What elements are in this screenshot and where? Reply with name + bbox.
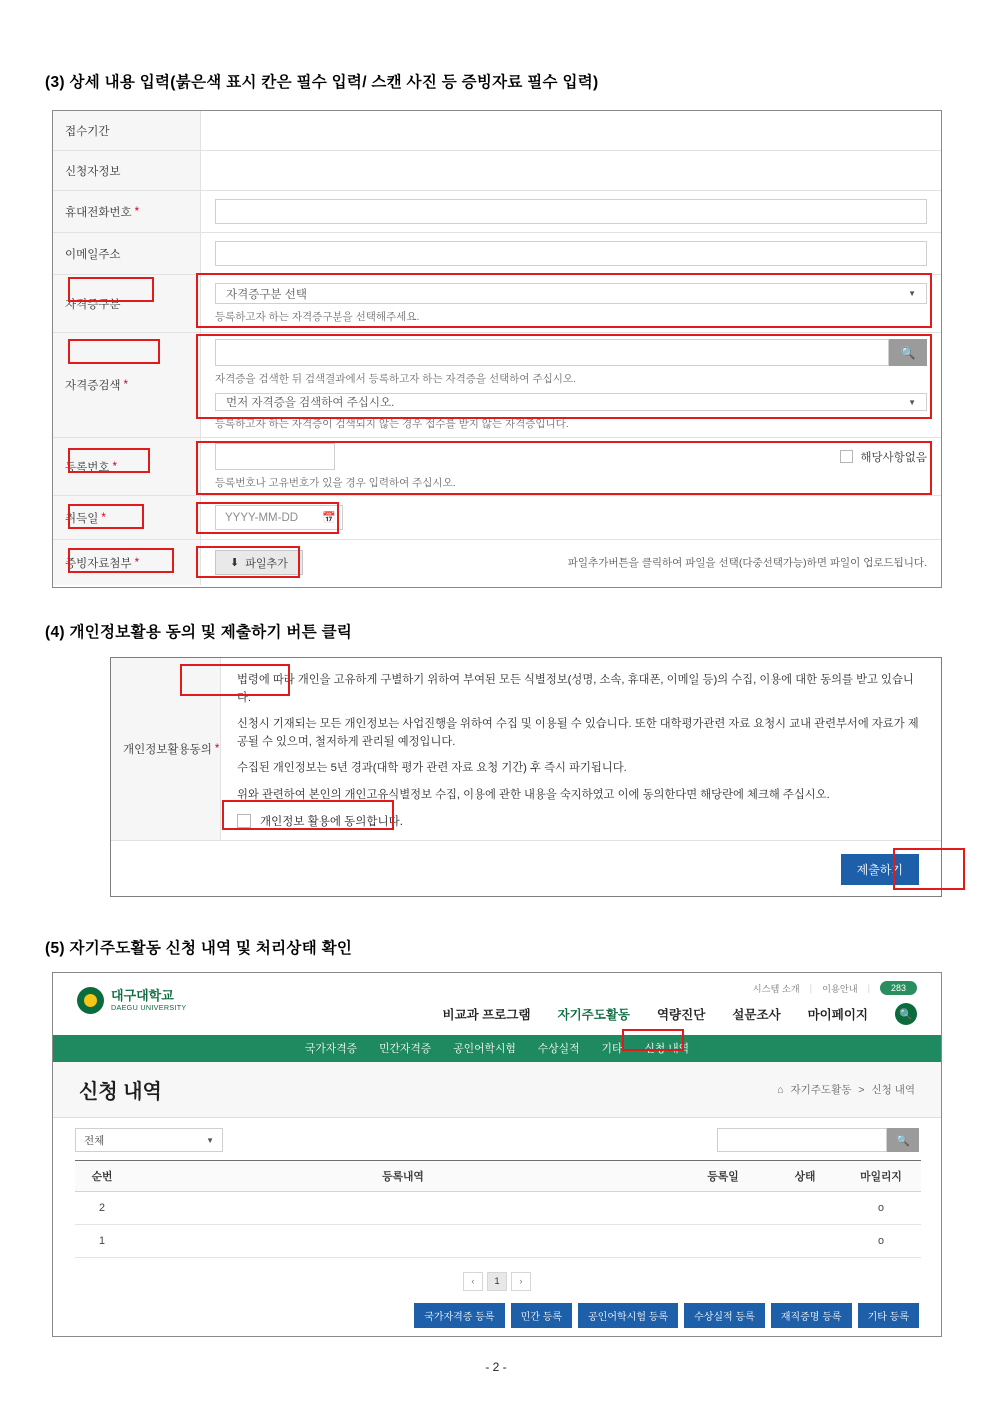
required-mark: *: [134, 556, 140, 569]
mobile-input[interactable]: [215, 199, 927, 224]
form-row-reg-number: [53, 438, 941, 496]
col-status: 상태: [769, 1161, 841, 1192]
cell-seq: 2: [75, 1192, 129, 1225]
util-divider: |: [809, 983, 813, 993]
attachment-note: 파일추가버튼을 클릭하여 파일을 선택(다중선택가능)하면 파일이 업로드됩니다.: [567, 557, 927, 569]
subnav-item-private-cert[interactable]: 민간자격증: [379, 1043, 432, 1055]
col-content: 등록내역: [129, 1161, 677, 1192]
agreement-paragraph: 위와 관련하여 본인의 개인고유식별정보 수집, 이용에 관한 내용을 숙지하였고 이에 동의한다면 해당란에 체크해 주십시오.: [237, 788, 830, 801]
field-mobile: [201, 191, 941, 232]
register-etc-button[interactable]: 기타 등록: [858, 1303, 919, 1328]
col-date: 등록일: [677, 1161, 769, 1192]
col-mileage: 마일리지: [841, 1161, 921, 1192]
label-attachment: 증빙자료첨부 *: [53, 540, 201, 585]
field-acquire-date: [201, 496, 941, 539]
page-header: [53, 1062, 941, 1118]
cell-date: [677, 1192, 769, 1225]
pagination: [53, 1272, 941, 1291]
cert-search-input[interactable]: [215, 339, 889, 366]
field-cert-type: [201, 275, 941, 332]
cert-type-select[interactable]: [215, 283, 927, 304]
table-header-row: [75, 1161, 921, 1192]
cert-result-select[interactable]: [215, 393, 927, 411]
register-award-button[interactable]: 수상실적 등록: [684, 1303, 765, 1328]
util-badge-count[interactable]: 283: [880, 981, 917, 995]
label-receipt-period: 접수기간: [53, 111, 201, 150]
subnav-item-language-test[interactable]: 공인어학시험: [453, 1043, 516, 1055]
required-mark: *: [101, 511, 106, 524]
subnav-item-application-list[interactable]: 신청 내역: [644, 1043, 690, 1055]
not-applicable-checkbox[interactable]: [840, 450, 853, 463]
agreement-paragraph: 법령에 따라 개인을 고유하게 구별하기 위하여 부여된 모든 식별정보(성명, 소속, 휴대폰, 이메일 등)의 수집, 이용에 대한 동의를 받고 있습니다.: [237, 674, 914, 704]
subnav-item-etc[interactable]: 기타: [601, 1043, 623, 1055]
register-private-cert-button[interactable]: 민간 등록: [511, 1303, 572, 1328]
form-row-receipt-period: [53, 111, 941, 151]
agreement-paragraph: 신청시 기재되는 모든 개인정보는 사업진행을 위하여 수집 및 이용될 수 있습니다. 또한 대학평가관련 자료 요청시 교내 관련부서에 자료가 제공될 수 있으며, 철저하게 관리될 예정입니다.: [237, 718, 919, 748]
agreement-paragraph: 수집된 개인정보는 5년 경과(대학 평가 관련 자료 요청 기간) 후 즉시 파기됩니다.: [237, 762, 627, 774]
page-number: - 2 -: [485, 1360, 507, 1374]
form-row-attachment: [53, 540, 941, 585]
page-title: 신청 내역: [79, 1081, 162, 1103]
form-row-cert-type: [53, 275, 941, 333]
col-seq: 순번: [75, 1161, 129, 1192]
search-icon[interactable]: 🔍: [887, 1128, 919, 1152]
cell-seq: 1: [75, 1225, 129, 1258]
application-form-panel: [52, 110, 942, 588]
privacy-agreement-panel: [110, 657, 942, 897]
label-acquire-date: 취득일 *: [53, 496, 201, 539]
acquire-date-input[interactable]: [215, 505, 343, 530]
main-nav: [443, 1003, 917, 1025]
label-privacy-agreement: 개인정보활용동의 *: [111, 658, 221, 840]
pagination-prev[interactable]: ‹: [463, 1272, 483, 1291]
label-cert-search: 자격증검색 *: [53, 333, 201, 437]
cell-date: [677, 1225, 769, 1258]
nav-item-mypage[interactable]: 마이페이지: [807, 1008, 868, 1022]
category-filter-value: 전체: [84, 1134, 105, 1147]
submit-button[interactable]: 제출하기: [841, 854, 919, 885]
logo-text-korean: 대구대학교: [111, 988, 174, 1004]
not-applicable-wrap[interactable]: [840, 449, 927, 465]
register-language-test-button[interactable]: 공인어학시험 등록: [578, 1303, 678, 1328]
search-icon[interactable]: 🔍: [889, 339, 927, 366]
cert-type-selected-value: 자격증구분 선택: [226, 288, 307, 301]
list-search: [717, 1128, 919, 1152]
not-applicable-label: 해당사항없음: [860, 451, 927, 464]
logo[interactable]: [77, 987, 187, 1014]
label-email: 이메일주소: [53, 233, 201, 274]
breadcrumb-item-2: 신청 내역: [871, 1084, 915, 1096]
agreement-row: [111, 658, 941, 841]
field-reg-number: [201, 438, 941, 495]
cert-search-hint: 자격증을 검색한 뒤 검색결과에서 등록하고자 하는 자격증을 선택하여 주십시오.: [215, 373, 576, 385]
chevron-down-icon: ▼: [206, 1135, 214, 1145]
chevron-down-icon: ▼: [908, 289, 916, 298]
breadcrumb-item-1[interactable]: 자기주도활동: [790, 1084, 852, 1096]
sub-nav: [53, 1035, 941, 1062]
cert-result-hint: 등록하고자 하는 자격증이 검색되지 않는 경우 접수를 받지 않는 자격증입니다.: [215, 418, 569, 430]
chevron-down-icon: ▼: [908, 397, 916, 407]
form-row-mobile: [53, 191, 941, 233]
agreement-checkbox[interactable]: [237, 814, 251, 828]
utility-nav: [753, 981, 917, 995]
breadcrumb: [777, 1082, 915, 1097]
table-row[interactable]: [75, 1225, 921, 1258]
upload-icon: ⬇: [230, 557, 240, 569]
agreement-text-body: [221, 658, 941, 840]
label-mobile: 휴대전화번호 *: [53, 191, 201, 232]
list-search-input[interactable]: [717, 1128, 887, 1152]
section-4-heading: (4) 개인정보활용 동의 및 제출하기 버튼 클릭: [45, 624, 353, 641]
nav-item-competency[interactable]: 역량진단: [656, 1008, 706, 1022]
nav-item-survey[interactable]: 설문조사: [732, 1008, 781, 1022]
home-icon[interactable]: ⌂: [777, 1083, 784, 1096]
calendar-icon[interactable]: 📅: [322, 512, 336, 524]
label-reg-number: 등록번호 *: [53, 438, 201, 495]
util-link-guide[interactable]: 이용안내: [822, 984, 858, 994]
logo-text-english: DAEGU UNIVERSITY: [111, 1002, 187, 1012]
field-cert-search: [201, 333, 941, 437]
category-filter-select[interactable]: [75, 1128, 223, 1152]
application-list-table: [75, 1160, 921, 1258]
required-mark: *: [112, 460, 117, 473]
search-icon[interactable]: 🔍: [895, 1003, 917, 1025]
cell-status: [769, 1225, 841, 1258]
portal-screenshot-panel: [52, 972, 942, 1337]
nav-item-program[interactable]: 비교과 프로그램: [442, 1008, 531, 1022]
university-emblem-icon: [77, 987, 104, 1014]
cert-type-hint: 등록하고자 하는 자격증구분을 선택해주세요.: [215, 311, 420, 323]
cert-search-row: [215, 339, 927, 366]
label-applicant-info: 신청자정보: [53, 151, 201, 190]
add-file-button[interactable]: [215, 550, 303, 575]
register-button-row: [53, 1291, 941, 1328]
cell-mileage: o: [841, 1225, 921, 1258]
subnav-item-awards[interactable]: 수상실적: [537, 1043, 580, 1055]
field-attachment: [201, 540, 941, 585]
field-email: [201, 233, 941, 274]
cell-status: [769, 1192, 841, 1225]
filter-bar: [53, 1118, 941, 1160]
required-mark: *: [214, 743, 220, 755]
agreement-checkbox-wrap[interactable]: [237, 813, 925, 829]
register-employment-button[interactable]: 재직증명 등록: [771, 1303, 852, 1328]
email-input[interactable]: [215, 241, 927, 266]
form-row-email: [53, 233, 941, 275]
acquire-date-placeholder: YYYY-MM-DD: [225, 511, 299, 524]
attachment-row: [215, 550, 927, 575]
subnav-item-national-cert[interactable]: 국가자격증: [304, 1043, 358, 1055]
pagination-page-1[interactable]: 1: [487, 1272, 507, 1291]
cell-content: [129, 1192, 677, 1225]
nav-item-self-directed[interactable]: 자기주도활동: [557, 1008, 630, 1022]
table-row[interactable]: [75, 1192, 921, 1225]
value-applicant-info: [201, 151, 941, 190]
form-row-cert-search: [53, 333, 941, 438]
pagination-next[interactable]: ›: [511, 1272, 531, 1291]
cert-result-selected-value: 먼저 자격증을 검색하여 주십시오.: [226, 397, 395, 409]
reg-number-row: [215, 443, 927, 470]
section-3-heading: (3) 상세 내용 입력(붉은색 표시 칸은 필수 입력/ 스캔 사진 등 증빙자료 필수 입력): [45, 74, 599, 91]
cell-mileage: o: [841, 1192, 921, 1225]
required-mark: *: [134, 205, 140, 218]
agreement-checkbox-label: 개인정보 활용에 동의합니다.: [260, 816, 403, 828]
register-national-cert-button[interactable]: 국가자격증 등록: [414, 1303, 504, 1328]
form-row-applicant-info: [53, 151, 941, 191]
util-divider: |: [867, 983, 870, 993]
submit-row: [111, 841, 941, 897]
portal-header: [53, 973, 941, 1035]
breadcrumb-separator: >: [858, 1083, 865, 1096]
reg-number-hint: 등록번호나 고유번호가 있을 경우 입력하여 주십시오.: [215, 477, 456, 489]
util-link-intro[interactable]: 시스템 소개: [752, 984, 800, 994]
section-5-heading: (5) 자기주도활동 신청 내역 및 처리상태 확인: [45, 940, 353, 957]
label-cert-type: 자격증구분: [53, 275, 201, 332]
cell-content: [129, 1225, 677, 1258]
form-row-acquire-date: [53, 496, 941, 540]
required-mark: *: [123, 379, 129, 391]
add-file-label: 파일추가: [245, 557, 288, 570]
reg-number-input[interactable]: [215, 443, 335, 470]
value-receipt-period: [201, 111, 941, 150]
